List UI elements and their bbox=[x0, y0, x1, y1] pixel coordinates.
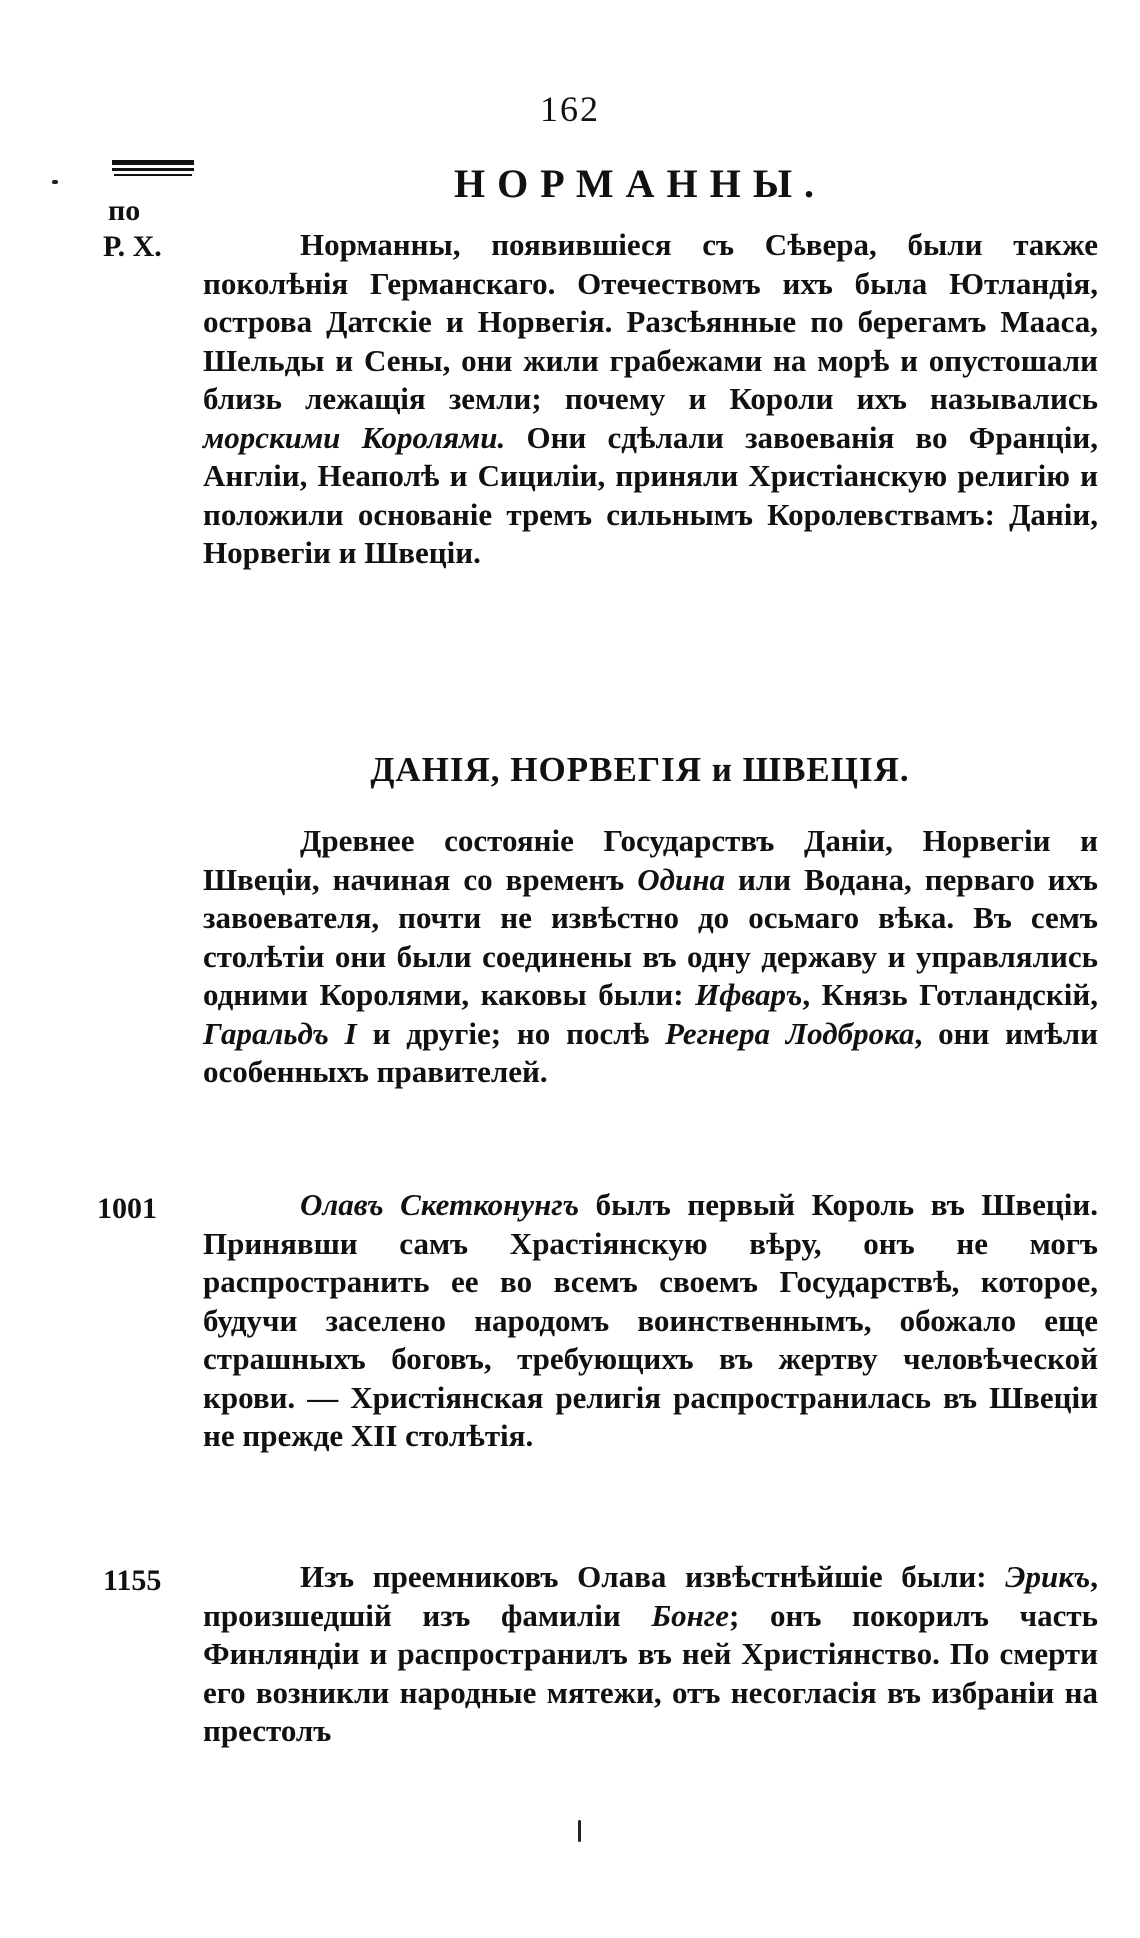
paragraph bbox=[203, 822, 1098, 1092]
italic-term: морскими Королями. bbox=[203, 419, 506, 455]
margin-era-po: по bbox=[108, 194, 141, 227]
text-run: , Князь Готландскій, bbox=[802, 977, 1098, 1012]
section-heading-scandinavia: ДАНІЯ, НОРВЕГІЯ и ШВЕЦІЯ. bbox=[370, 750, 910, 789]
text-run: , они имѣли особенныхъ правителей. bbox=[203, 1015, 1099, 1089]
print-speck bbox=[578, 1820, 581, 1842]
section-heading-normans: НОРМАННЫ. bbox=[453, 161, 827, 206]
text-run: Изъ преемниковъ Олава извѣстнѣйшіе были: bbox=[300, 1559, 1006, 1594]
italic-term: Бонге bbox=[651, 1597, 730, 1633]
italic-term: Одина bbox=[637, 861, 725, 897]
text-run: Норманны, появившіеся съ Сѣвера, были также поколѣнія Германскаго. Отечествомъ ихъ была Ютландія, острова Датскіе и Норвегія. Разсѣянные по берегамъ Мааса, Шельды и Сены, они жили грабежами на морѣ и опустошали близь лежащія земли; почему и Короли ихъ назывались bbox=[203, 227, 1098, 416]
italic-term: Олавъ Скетконунгъ bbox=[300, 1187, 580, 1222]
paragraph bbox=[203, 1558, 1098, 1751]
ornamental-rule bbox=[112, 160, 194, 165]
italic-term: Регнера Лодброка bbox=[665, 1015, 915, 1051]
margin-year-1001: 1001 bbox=[97, 1192, 157, 1225]
paragraph bbox=[203, 226, 1098, 573]
italic-term: Ифваръ bbox=[695, 977, 803, 1012]
paragraph bbox=[203, 1186, 1098, 1456]
italic-term: Гаральдъ I bbox=[203, 1015, 357, 1051]
page-number: 162 bbox=[540, 89, 600, 129]
text-run: былъ первый Король въ Швеціи. Принявши самъ Храстіянскую вѣру, онъ не могъ распространить ее во всемъ своемъ Государствѣ, которое, будучи заселено народомъ воинственнымъ, обожало еще страшныхъ боговъ, требующихъ въ жертву человѣческой крови. — Христіянская религія распространилась въ Швеціи не прежде XII столѣтія. bbox=[203, 1187, 1098, 1453]
text-run: или Водана, перваго ихъ завоевателя, почти не извѣстно до осьмаго вѣка. Въ семъ столѣтіи они были соединены въ одну державу и управлялись одними Королями, каковы были: bbox=[203, 861, 1098, 1012]
ornamental-rule bbox=[112, 168, 194, 171]
text-run: ; онъ покорилъ часть Финляндіи и распространилъ въ ней Христіянство. По смерти его возникли народные мятежи, отъ несогласія въ избраніи на престолъ bbox=[203, 1597, 1098, 1748]
ornamental-rule bbox=[114, 174, 192, 176]
italic-term: Эрикъ bbox=[1005, 1559, 1091, 1594]
text-run: Древнее состояніе Государствъ Даніи, Норвегіи и Швеціи, начиная со временъ bbox=[203, 823, 1098, 897]
margin-era-rx: Р. Х. bbox=[103, 230, 162, 263]
text-run: Они сдѣлали завоеванія во Франціи, Англіи, Неаполѣ и Сициліи, приняли Христіанскую религію и положили основаніе тремъ сильнымъ Королевствамъ: Даніи, Норвегіи и Швеціи. bbox=[203, 419, 1099, 570]
text-run: , произшедшій изъ фамиліи bbox=[203, 1559, 1098, 1633]
print-speck bbox=[52, 180, 58, 184]
margin-year-1155: 1155 bbox=[103, 1564, 162, 1597]
text-run: и другіе; но послѣ bbox=[356, 1015, 666, 1051]
